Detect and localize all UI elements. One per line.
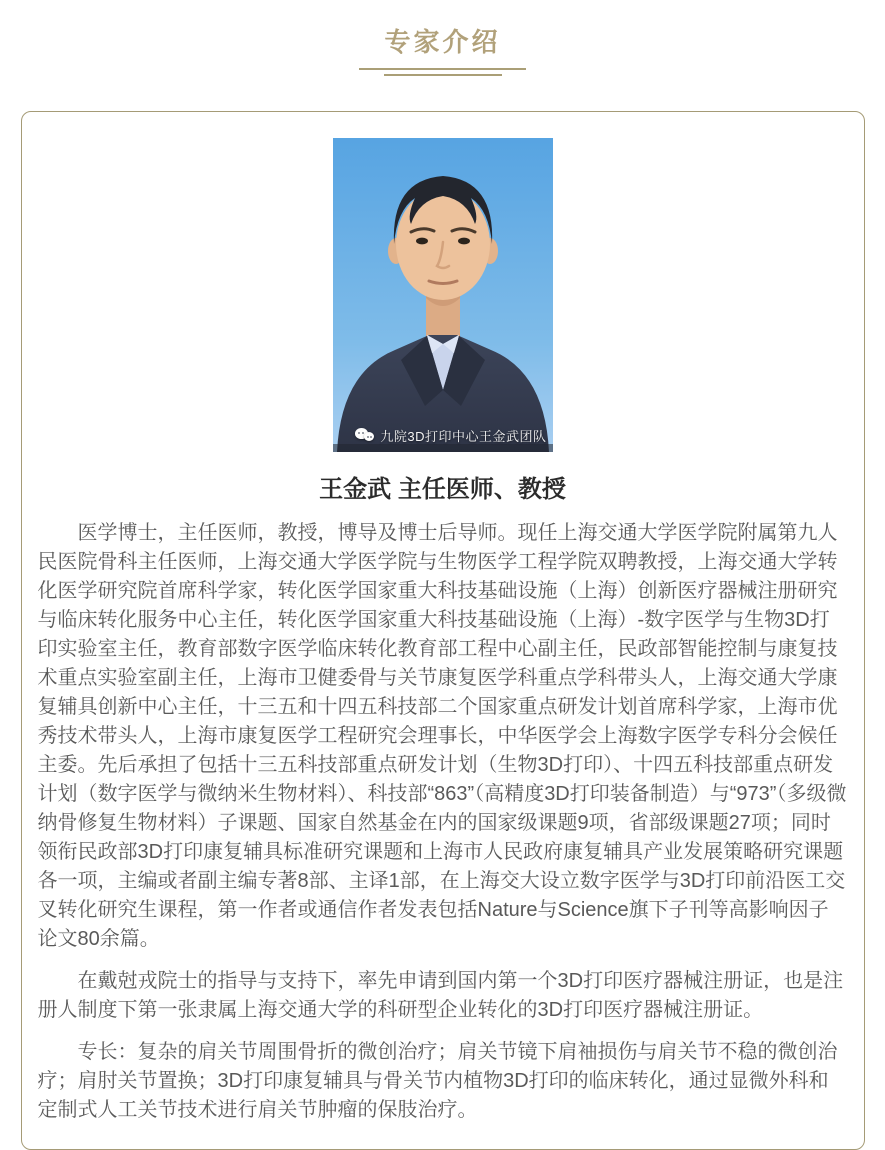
title-underline-long (359, 68, 526, 70)
header (0, 22, 885, 76)
wechat-icon (355, 428, 375, 444)
expert-name: 王金武 主任医师、教授 (319, 476, 566, 503)
bio-paragraph-titles: 医学博士，主任医师，教授，博导及博士后导师。现任上海交通大学医学院附属第九人民医院骨科主任医师，上海交通大学医学院与生物医学工程学院双聘教授，上海交通大学转化医学研究院首席科学家，转化医学国家重大科技基础设施（上海）创新医疗器械注册研究与临床转化服务中心主任，转化医学国家重大科技基础设施（上海）-数字医学与生物3D打印实验室主任，教育部数字医学临床转化教育部工程中心副主任，民政部智能控制与康复技术重点实验室副主任，上海市卫健委骨与关节康复医学科重点学科带头人，上海交通大学康复辅具创新中心主任，十三五和十四五科技部二个国家重点研发计划首席科学家，上海市优秀技术带头人，上海市康复医学工程研究会理事长，中华医学会上海数字医学专科分会候任主委。先后承担了包括十三五科技部重点研发计划（生物3D打印）、十四五科技部重点研发计划（数字医学与微纳米生物材料）、科技部“863”（高精度3D打印装备制造）与“973”（多级微纳骨修复生物材料）子课题、国家自然基金在内的国家级课题9项，省部级课题27项；同时领衔民政部3D打印康复辅具标准研究课题和上海市人民政府康复辅具产业发展策略研究课题各一项，主编或者副主编专著8部、主译1部，在上海交大设立数字医学与3D打印前沿医工交叉转化研究生课程，第一作者或通信作者发表包括Nature与Science旗下子刊等高影响因子论文80余篇。 (37, 522, 847, 950)
page-title: 专家介绍 (384, 27, 501, 57)
expert-card (21, 111, 865, 1150)
title-underline-short (384, 74, 502, 76)
portrait-image (333, 138, 553, 452)
expert-bio (38, 519, 848, 1125)
bio-paragraph-specialty: 专长：复杂的肩关节周围骨折的微创治疗；肩关节镜下肩袖损伤与肩关节不稳的微创治疗；肩肘关节置换；3D打印康复辅具与骨关节内植物3D打印的临床转化，通过显微外科和定制式人工关节技术进行肩关节肿瘤的保肢治疗。 (37, 1041, 838, 1121)
photo-watermark (355, 426, 546, 445)
photo-watermark-text: 九院3D打印中心王金武团队 (380, 429, 547, 444)
expert-photo[interactable] (333, 138, 553, 452)
bio-paragraph-certificate: 在戴尅戎院士的指导与支持下，率先申请到国内第一个3D打印医疗器械注册证，也是注册人制度下第一张隶属上海交通大学的科研型企业转化的3D打印医疗器械注册证。 (37, 970, 844, 1021)
